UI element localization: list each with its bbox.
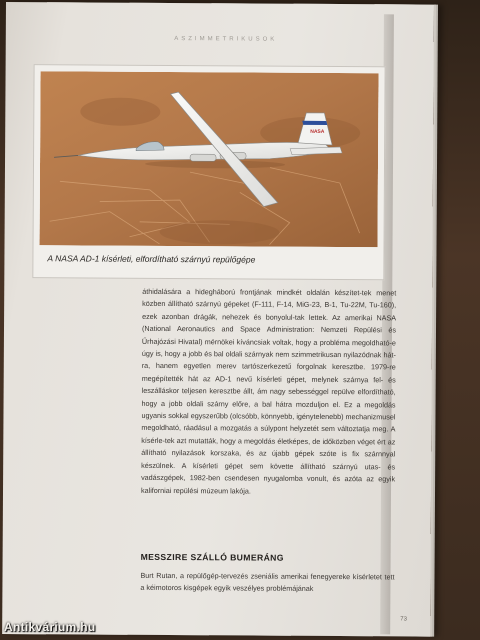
engine-pod-left [190,154,216,161]
book-page [2,2,434,637]
body-text [141,286,396,498]
running-head: ASZIMMETRIKUSOK [174,36,278,43]
tail-stripe-icon [302,121,327,125]
figure-caption: A NASA AD-1 kísérleti, elfordítható szárnyú repülőgépe [47,253,256,265]
watermark-logo: Antikvárium.hu [4,620,96,634]
section-title: MESSZIRE SZÁLLÓ BUMERÁNG [140,551,284,563]
page-number: 73 [400,616,407,623]
figure [32,64,385,280]
aircraft-photo [40,71,379,247]
section-body: Burt Rutan, a repülőgép-tervezés zseniális amerikai fenegyereke kísérletet tett a kéimotoros kisgépek egyik veszélyes problémájának [140,570,395,594]
tail-marking: NASA [310,128,325,135]
ad1-aircraft-illustration [40,71,379,247]
body-paragraph: áthidalására a hidegháború frontjának mindkét oldalán készítet-tek menet közben állítható szárnyú gépeket (F-111, F-14, MiG-23, B-1, Tu-22M, Tu-160), ezek azonban drágák, nehezek és bonyolul-tak lettek. Az amerikai NASA (National Aeronautics and Space Administration: Nemzeti Repülési és Űrhajózási Hivatal) mérnökei kíváncsiak voltak, hogy a probléma megoldható-e úgy is, hogy a jobb és bal oldali szárnyak nem szimmetrikusan nyilazódnak hát-ra, hanem egyetlen merev tartószerkezetű forgolnak keresztbe. 1979-re megépítették hát az AD-1 nevű kísérleti gépet, melynek szárnya fel- és leszálláskor teljesen keresztbe állt, ám nagy sebességgel repülve elfordítható, hogy a jobb oldali szárny előre, a bal hátra mozduljon el. Ez a megoldás ugyanis sokkal egyszerűbb (olcsóbb, könnyebb, igénytelenebb) mechanizmusel megoldható, ráadásul a mozgatás a súlypont helyzetét sem változtatja meg. A kísérle-tek azt mutatták, hogy a megoldás életképes, de időközben véget ért az állítható nyilazások korszaka, és az újabb gépek szóte is fix szárnnyal készülnek. A kísérleti gépet sem követte állítható szárnyú utas- és vadászgépek, 1982-ben csendesen nyugalomba vonult, és azóta az egyik kaliforniai repülési múzeum lakója. [140,286,397,496]
